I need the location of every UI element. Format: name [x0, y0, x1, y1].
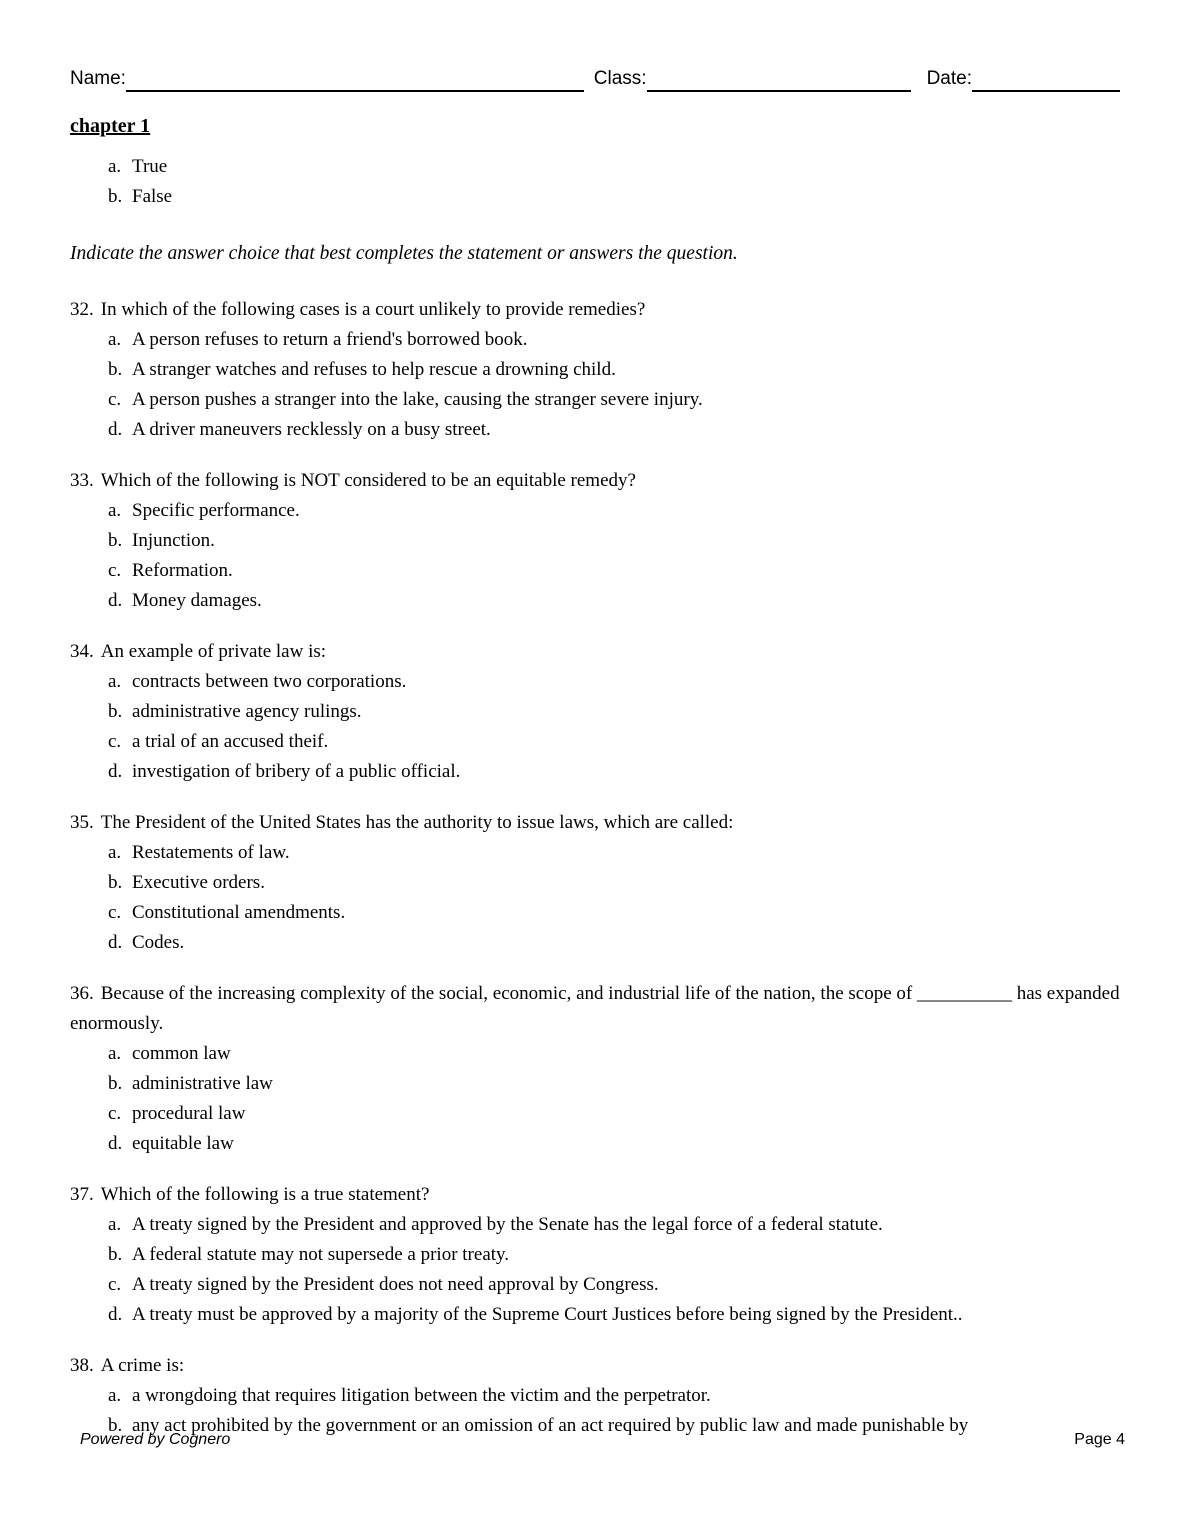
option-text: a trial of an accused theif.	[132, 731, 329, 752]
answer-option	[108, 556, 1120, 586]
option-letter: d.	[108, 761, 123, 782]
option-text: False	[132, 186, 173, 207]
answer-option	[108, 838, 1120, 868]
question-stem	[70, 1351, 1120, 1381]
option-letter: b.	[108, 186, 123, 207]
option-text: a wrongdoing that requires litigation between the victim and the perpetrator.	[132, 1385, 711, 1406]
question-number: 32.	[70, 299, 94, 320]
option-text: contracts between two corporations.	[132, 671, 407, 692]
question-stem	[70, 637, 1120, 667]
option-text: A stranger watches and refuses to help rescue a drowning child.	[132, 359, 616, 380]
answer-option	[108, 415, 1120, 445]
option-list	[70, 496, 1120, 616]
question-text: An example of private law is:	[100, 641, 327, 662]
question-36	[70, 979, 1120, 1159]
option-letter: a.	[108, 671, 122, 692]
option-letter: b.	[108, 701, 123, 722]
option-text: administrative agency rulings.	[132, 701, 362, 722]
page-number: Page 4	[1074, 1431, 1125, 1448]
option-letter: c.	[108, 1103, 122, 1124]
answer-option	[108, 355, 1120, 385]
question-text: Which of the following is a true statement?	[100, 1184, 430, 1205]
question-stem	[70, 295, 1120, 325]
option-letter: c.	[108, 560, 122, 581]
question-number: 34.	[70, 641, 94, 662]
answer-option	[108, 868, 1120, 898]
option-letter: d.	[108, 1133, 123, 1154]
date-blank-line	[972, 68, 1120, 92]
class-label: Class:	[593, 68, 647, 89]
option-text: Restatements of law.	[132, 842, 290, 863]
option-letter: d.	[108, 932, 123, 953]
answer-option	[108, 1099, 1120, 1129]
option-text: Injunction.	[132, 530, 215, 551]
option-letter: a.	[108, 500, 122, 521]
option-text: A treaty must be approved by a majority of the Supreme Court Justices before being signed by the President..	[132, 1304, 963, 1325]
option-text: Money damages.	[132, 590, 262, 611]
answer-option	[108, 385, 1120, 415]
name-blank-line	[126, 68, 584, 92]
option-letter: c.	[108, 902, 122, 923]
answer-option	[108, 1270, 1120, 1300]
option-text: common law	[132, 1043, 231, 1064]
question-32	[70, 295, 1120, 445]
option-list	[70, 838, 1120, 958]
page-footer	[80, 1431, 1125, 1449]
class-blank-line	[647, 68, 911, 92]
question-37	[70, 1180, 1120, 1330]
option-text: investigation of bribery of a public official.	[132, 761, 461, 782]
answer-option	[108, 898, 1120, 928]
question-stem	[70, 979, 1120, 1039]
question-38	[70, 1351, 1120, 1441]
option-text: A person pushes a stranger into the lake, causing the stranger severe injury.	[132, 389, 703, 410]
answer-option	[108, 1240, 1120, 1270]
option-letter: a.	[108, 1043, 122, 1064]
option-letter: c.	[108, 1274, 122, 1295]
option-text: A treaty signed by the President does not need approval by Congress.	[132, 1274, 659, 1295]
option-letter: d.	[108, 590, 123, 611]
option-text: administrative law	[132, 1073, 273, 1094]
answer-option	[108, 325, 1120, 355]
option-text: Specific performance.	[132, 500, 300, 521]
header-fill-in-row	[70, 64, 1120, 92]
option-text: Constitutional amendments.	[132, 902, 346, 923]
option-letter: c.	[108, 389, 122, 410]
question-34	[70, 637, 1120, 787]
option-letter: a.	[108, 1385, 122, 1406]
option-letter: b.	[108, 1073, 123, 1094]
option-letter: b.	[108, 1244, 123, 1265]
option-text: Codes.	[132, 932, 185, 953]
option-letter: a.	[108, 842, 122, 863]
option-letter: b.	[108, 872, 123, 893]
option-text: Executive orders.	[132, 872, 265, 893]
name-label: Name:	[70, 68, 126, 89]
question-stem	[70, 466, 1120, 496]
question-number: 33.	[70, 470, 94, 491]
question-text: Because of the increasing complexity of the social, economic, and industrial life of the nation, the scope of __________ has expanded enormously.	[70, 983, 1120, 1034]
option-text: Reformation.	[132, 560, 233, 581]
option-text: True	[132, 156, 168, 177]
option-text: A federal statute may not supersede a prior treaty.	[132, 1244, 510, 1265]
question-number: 38.	[70, 1355, 94, 1376]
option-letter: a.	[108, 329, 122, 350]
question-33	[70, 466, 1120, 616]
option-letter: a.	[108, 1214, 122, 1235]
question-35	[70, 808, 1120, 958]
option-text: procedural law	[132, 1103, 246, 1124]
question-text: A crime is:	[100, 1355, 185, 1376]
option-text: any act prohibited by the government or an omission of an act required by public law and made punishable by	[132, 1415, 969, 1436]
question-text: Which of the following is NOT considered to be an equitable remedy?	[100, 470, 636, 491]
answer-option	[108, 526, 1120, 556]
answer-option	[108, 496, 1120, 526]
option-list	[70, 667, 1120, 787]
option-letter: b.	[108, 359, 123, 380]
answer-option	[108, 1300, 1120, 1330]
question-stem	[70, 1180, 1120, 1210]
section-instruction: Indicate the answer choice that best completes the statement or answers the question.	[70, 243, 738, 264]
answer-option	[108, 1039, 1120, 1069]
answer-option	[108, 757, 1120, 787]
chapter-title: chapter 1	[70, 115, 151, 137]
option-letter: d.	[108, 1304, 123, 1325]
answer-option	[108, 586, 1120, 616]
answer-option	[108, 1210, 1120, 1240]
answer-option	[108, 1129, 1120, 1159]
answer-option	[108, 667, 1120, 697]
option-list	[70, 1210, 1120, 1330]
question-number: 37.	[70, 1184, 94, 1205]
answer-option	[108, 1381, 1120, 1411]
question-list	[70, 295, 1120, 1441]
question-stem	[70, 808, 1120, 838]
option-letter: d.	[108, 419, 123, 440]
option-letter: b.	[108, 530, 123, 551]
option-list	[70, 1039, 1120, 1159]
powered-by-text: Powered by Cognero	[80, 1431, 231, 1448]
answer-option	[108, 152, 1120, 182]
answer-option	[108, 1069, 1120, 1099]
date-label: Date:	[926, 68, 972, 89]
true-false-options	[70, 152, 1120, 212]
option-text: A driver maneuvers recklessly on a busy street.	[132, 419, 491, 440]
option-text: A treaty signed by the President and approved by the Senate has the legal force of a federal statute.	[132, 1214, 883, 1235]
answer-option	[108, 697, 1120, 727]
option-text: A person refuses to return a friend's borrowed book.	[132, 329, 528, 350]
answer-option	[108, 727, 1120, 757]
question-text: The President of the United States has the authority to issue laws, which are called:	[100, 812, 734, 833]
question-text: In which of the following cases is a court unlikely to provide remedies?	[100, 299, 646, 320]
answer-option	[108, 182, 1120, 212]
question-number: 35.	[70, 812, 94, 833]
option-letter: c.	[108, 731, 122, 752]
answer-option	[108, 928, 1120, 958]
question-number: 36.	[70, 983, 94, 1004]
option-text: equitable law	[132, 1133, 234, 1154]
option-letter: b.	[108, 1415, 123, 1436]
option-list	[70, 325, 1120, 445]
option-letter: a.	[108, 156, 122, 177]
